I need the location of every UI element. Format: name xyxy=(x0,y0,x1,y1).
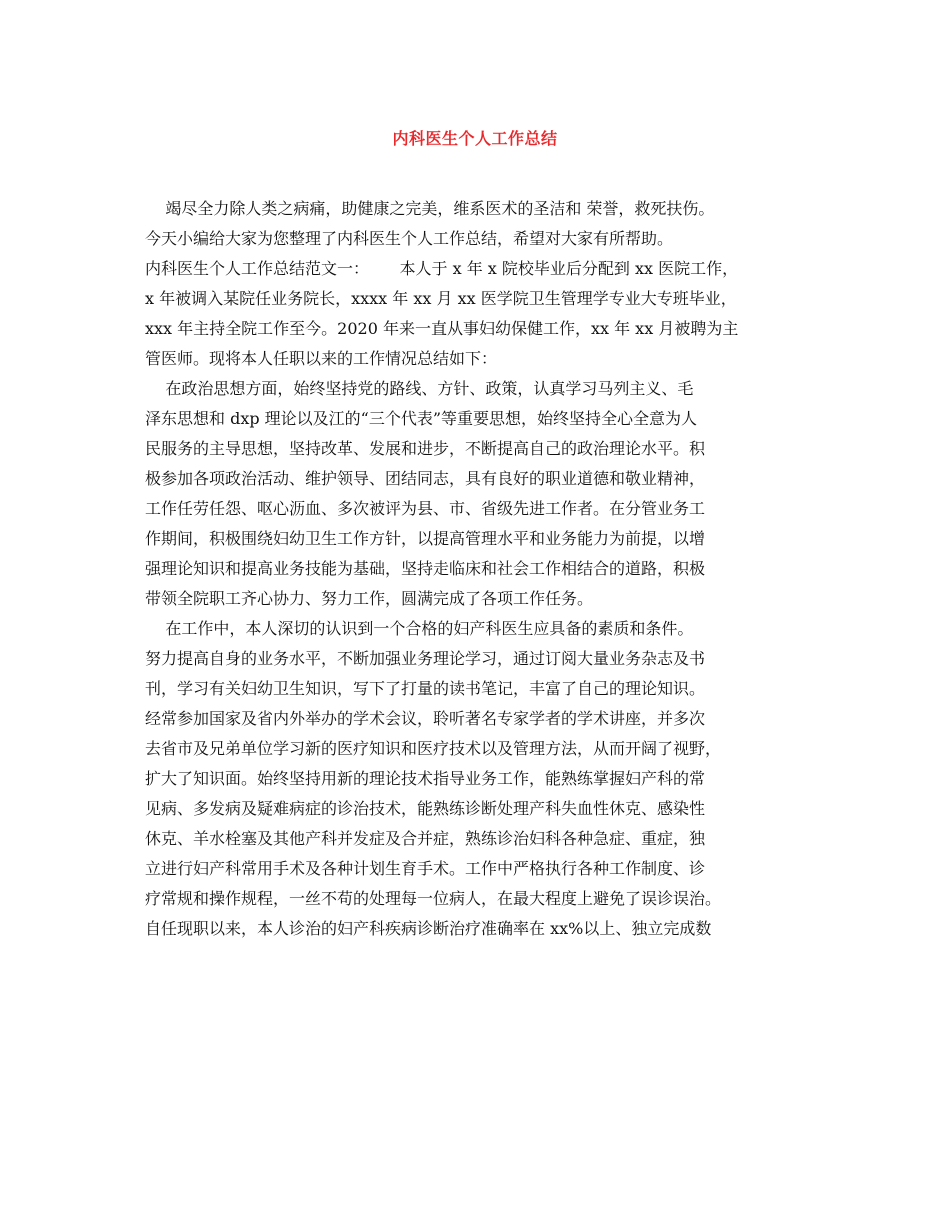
text-line: 带领全院职工齐心协力、努力工作，圆满完成了各项工作任务。 xyxy=(145,589,594,608)
text-line: 在政治思想方面，始终坚持党的路线、方针、政策，认真学习马列主义、毛 xyxy=(145,379,694,398)
text-line: 努力提高自身的业务水平，不断加强业务理论学习，通过订阅大量业务杂志及书 xyxy=(145,649,706,668)
text-line: 极参加各项政治活动、维护领导、团结同志，具有良好的职业道德和敬业精神， xyxy=(145,469,706,488)
text-line: 去省市及兄弟单位学习新的医疗知识和医疗技术以及管理方法，从而开阔了视野， xyxy=(145,739,722,758)
text-line: 立进行妇产科常用手术及各种计划生育手术。工作中严格执行各种工作制度、诊 xyxy=(145,859,706,878)
text-line: 扩大了知识面。始终坚持用新的理论技术指导业务工作，能熟练掌握妇产科的常 xyxy=(145,769,706,788)
text-line: 经常参加国家及省内外举办的学术会议，聆听著名专家学者的学术讲座，并多次 xyxy=(145,709,706,728)
text-line: 竭尽全力除人类之病痛，助健康之完美，维系医术的圣洁和 荣誉，救死扶伤。 xyxy=(145,199,715,218)
text-line: 民服务的主导思想，坚持改革、发展和进步，不断提高自己的政治理论水平。积 xyxy=(145,439,706,458)
text-line: 疗常规和操作规程，一丝不苟的处理每一位病人，在最大程度上避免了误诊误治。 xyxy=(145,889,722,908)
text-line: 强理论知识和提高业务技能为基础，坚持走临床和社会工作相结合的道路，积极 xyxy=(145,559,706,578)
document-title: 内科医生个人工作总结 xyxy=(392,129,558,148)
text-line: 管医师。现将本人任职以来的工作情况总结如下： xyxy=(145,349,498,368)
text-line: 见病、多发病及疑难病症的诊治技术，能熟练诊断处理产科失血性休克、感染性 xyxy=(145,799,706,818)
text-line: 自任现职以来，本人诊治的妇产科疾病诊断治疗准确率在 xx%以上、独立完成数 xyxy=(145,919,712,938)
text-line: 作期间，积极围绕妇幼卫生工作方针，以提高管理水平和业务能力为前提，以增 xyxy=(145,529,706,548)
text-line: xxx 年主持全院工作至今。2020 年来一直从事妇幼保健工作，xx 年 xx 月被聘为主 xyxy=(145,319,739,338)
text-line: 工作任劳任怨、呕心沥血、多次被评为县、市、省级先进工作者。在分管业务工 xyxy=(145,499,706,518)
text-line: x 年被调入某院任业务院长，xxxx 年 xx 月 xx 医学院卫生管理学专业大专班毕业， xyxy=(145,289,737,308)
text-line: 刊，学习有关妇幼卫生知识，写下了打量的读书笔记，丰富了自己的理论知识。 xyxy=(145,679,706,698)
text-line: 内科医生个人工作总结范文一： 本人于 x 年 x 院校毕业后分配到 xx 医院工作， xyxy=(145,259,739,278)
text-line: 休克、羊水栓塞及其他产科并发症及合并症，熟练诊治妇科各种急症、重症，独 xyxy=(145,829,706,848)
text-line: 泽东思想和 dxp 理论以及江的“三个代表”等重要思想，始终坚持全心全意为人 xyxy=(145,409,698,428)
text-line: 今天小编给大家为您整理了内科医生个人工作总结，希望对大家有所帮助。 xyxy=(145,229,674,248)
text-line: 在工作中，本人深切的认识到一个合格的妇产科医生应具备的素质和条件。 xyxy=(145,619,694,638)
document-body xyxy=(145,194,810,944)
